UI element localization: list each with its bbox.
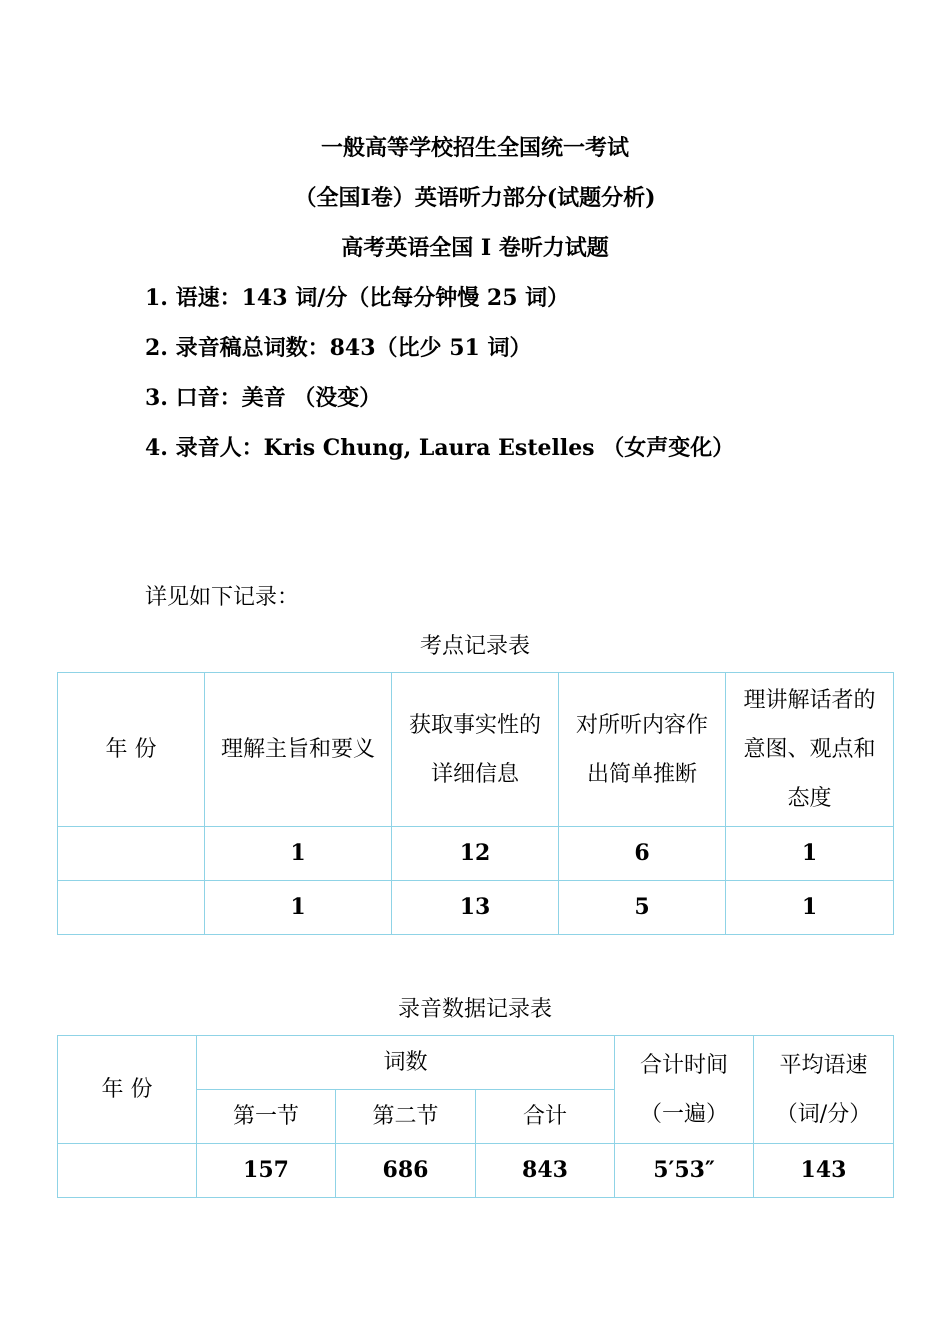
table-header-row — [58, 1036, 894, 1090]
item-speed: 1. 语速：143 词/分（比每分钟慢 25 词） — [145, 285, 570, 311]
header-main-idea: 理解主旨和要义 — [205, 673, 392, 827]
header-words: 词数 — [197, 1036, 615, 1090]
header-attitude — [726, 673, 894, 827]
header-time — [615, 1036, 754, 1144]
doc-heading: 高考英语全国 I 卷听力试题 — [341, 235, 609, 261]
table-header-row — [58, 673, 894, 827]
exam-points-table — [57, 672, 894, 935]
header-speed-l2: （词/分） — [775, 1101, 872, 1127]
header-speed-l1: 平均语速 — [779, 1052, 868, 1078]
doc-title: 一般高等学校招生全国统一考试 — [320, 135, 629, 161]
doc-subtitle: （全国Ⅰ卷）英语听力部分(试题分析) — [294, 185, 656, 211]
header-facts-l2: 详细信息 — [430, 761, 519, 787]
header-attitude-l3: 态度 — [787, 786, 832, 811]
cell-value: 13 — [392, 881, 559, 935]
cell-value: 157 — [197, 1144, 336, 1198]
header-inference — [559, 673, 726, 827]
header-attitude-l1: 理讲解话者的 — [743, 688, 876, 713]
cell-value: 12 — [392, 827, 559, 881]
header-inference-l1: 对所听内容作 — [575, 712, 708, 738]
cell-year — [58, 827, 205, 881]
cell-value: 686 — [336, 1144, 476, 1198]
header-facts — [392, 673, 559, 827]
header-section-2: 第二节 — [336, 1090, 476, 1144]
intro-text: 详见如下记录： — [145, 585, 300, 610]
header-year: 年 份 — [58, 673, 205, 827]
cell-value: 143 — [754, 1144, 894, 1198]
header-facts-l1: 获取事实性的 — [408, 712, 541, 738]
table-row — [58, 1144, 894, 1198]
cell-value: 5 — [559, 881, 726, 935]
header-inference-l2: 出简单推断 — [586, 761, 697, 787]
item-speakers: 4. 录音人：Kris Chung, Laura Estelles （女声变化） — [145, 435, 735, 461]
header-total: 合计 — [476, 1090, 615, 1144]
header-year: 年 份 — [58, 1036, 197, 1144]
cell-value: 843 — [476, 1144, 615, 1198]
recording-data-table — [57, 1035, 894, 1198]
header-time-l1: 合计时间 — [639, 1052, 728, 1078]
table1-caption: 考点记录表 — [419, 634, 530, 659]
table-row — [58, 881, 894, 935]
table2-caption: 录音数据记录表 — [397, 997, 552, 1022]
cell-value: 1 — [726, 827, 894, 881]
header-attitude-l2: 意图、观点和 — [743, 737, 876, 762]
cell-value: 1 — [726, 881, 894, 935]
item-word-count: 2. 录音稿总词数：843（比少 51 词） — [145, 335, 532, 361]
item-accent: 3. 口音：美音 （没变） — [145, 385, 382, 411]
header-speed — [754, 1036, 894, 1144]
cell-value: 6 — [559, 827, 726, 881]
cell-value: 1 — [205, 881, 392, 935]
table-row — [58, 827, 894, 881]
cell-value: 1 — [205, 827, 392, 881]
header-section-1: 第一节 — [197, 1090, 336, 1144]
header-time-l2: （一遍） — [639, 1101, 728, 1127]
cell-year — [58, 881, 205, 935]
cell-year — [58, 1144, 197, 1198]
cell-value: 5′53″ — [615, 1144, 754, 1198]
